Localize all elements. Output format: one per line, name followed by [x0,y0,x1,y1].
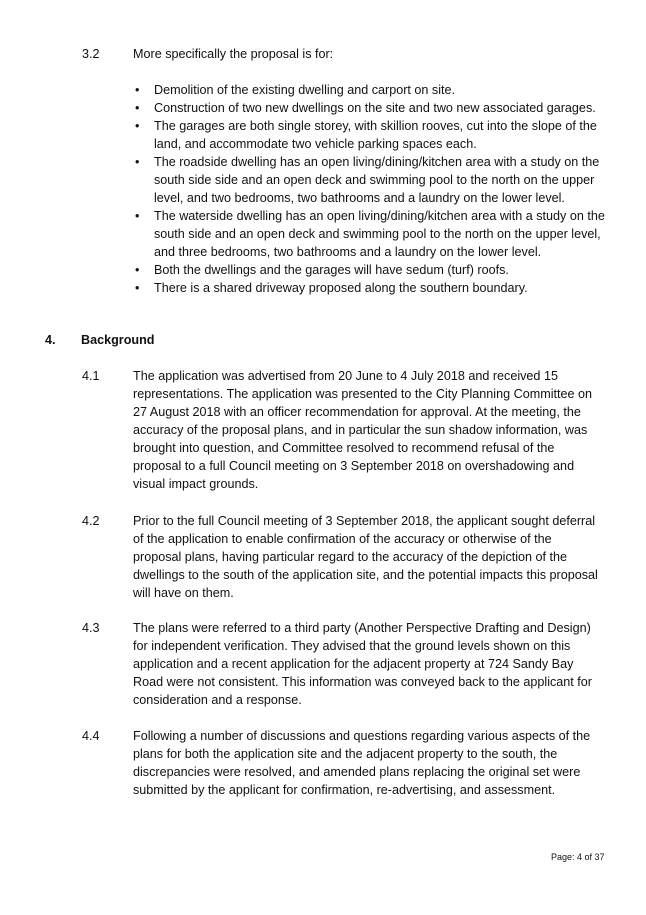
bullet-text: Both the dwellings and the garages will have sedum (turf) roofs. [154,263,509,277]
bullet-text: Construction of two new dwellings on the site and two new associated garages. [154,101,596,115]
bullet-icon: • [135,83,140,97]
list-item [133,81,608,99]
list-item [133,207,608,261]
bullet-text: Demolition of the existing dwelling and carport on site. [154,83,456,97]
paragraph-4-3-text: The plans were referred to a third party (Another Perspective Drafting and Design) for independent verification. They advised that the ground levels shown on this application and a recent application for the adjacent property at 724 Sandy Bay Road were not consistent. This information was conveyed back to the applicant for consideration and a response. [133,621,592,707]
paragraph-4-3-number: 4.3 [82,621,100,635]
bullet-icon: • [135,263,140,277]
bullet-text: The waterside dwelling has an open living/dining/kitchen area with a study on the south side and an open deck and swimming pool to the north on the upper level, and three bedrooms, two bathrooms and a laundry on the lower level. [154,209,605,259]
list-item [133,99,608,117]
bullet-text: The roadside dwelling has an open living/dining/kitchen area with a study on the south side side and an open deck and swimming pool to the north on the upper level, and two bedrooms, two bathrooms and a laundry on the lower level. [154,155,600,205]
paragraph-4-1-number: 4.1 [82,369,100,383]
bullet-text: There is a shared driveway proposed along the southern boundary. [154,281,528,295]
list-item [133,153,608,207]
section-4-heading: Background [81,333,155,347]
list-item [133,117,608,153]
section-3-2-intro: More specifically the proposal is for: [133,47,334,61]
bullet-icon: • [135,209,140,223]
section-3-2-number: 3.2 [82,47,100,61]
paragraph-4-4-text: Following a number of discussions and questions regarding various aspects of the plans for both the application site and the adjacent property to the south, the discrepancies were resolved, and amended plans replacing the original set were submitted by the applicant for confirmation, re-advertising, and assessment. [133,729,591,797]
bullet-text: The garages are both single storey, with skillion rooves, cut into the slope of the land, and accommodate two vehicle parking spaces each. [154,119,597,151]
paragraph-4-4-number: 4.4 [82,729,100,743]
bullet-icon: • [135,101,140,115]
paragraph-4-2-text: Prior to the full Council meeting of 3 September 2018, the applicant sought deferral of the application to enable confirmation of the accuracy or otherwise of the proposal plans, having particular regard to the accuracy of the depiction of the dwellings to the south of the application site, and the potential impacts this proposal will have on them. [133,514,598,600]
bullet-icon: • [135,281,140,295]
proposal-bullet-list [133,81,608,297]
list-item [133,261,608,279]
paragraph-4-2-number: 4.2 [82,514,100,528]
section-4-number: 4. [45,333,56,347]
page-number-footer: Page: 4 of 37 [551,852,605,862]
list-item [133,279,608,297]
bullet-icon: • [135,119,140,133]
paragraph-4-1-text: The application was advertised from 20 June to 4 July 2018 and received 15 representations. The application was presented to the City Planning Committee on 27 August 2018 with an officer recommendation for approval. At the meeting, the accuracy of the proposal plans, and in particular the sun shadow information, was brought into question, and Committee resolved to recommend refusal of the proposal to a full Council meeting on 3 September 2018 on overshadowing and visual impact grounds. [133,369,593,491]
bullet-icon: • [135,155,140,169]
